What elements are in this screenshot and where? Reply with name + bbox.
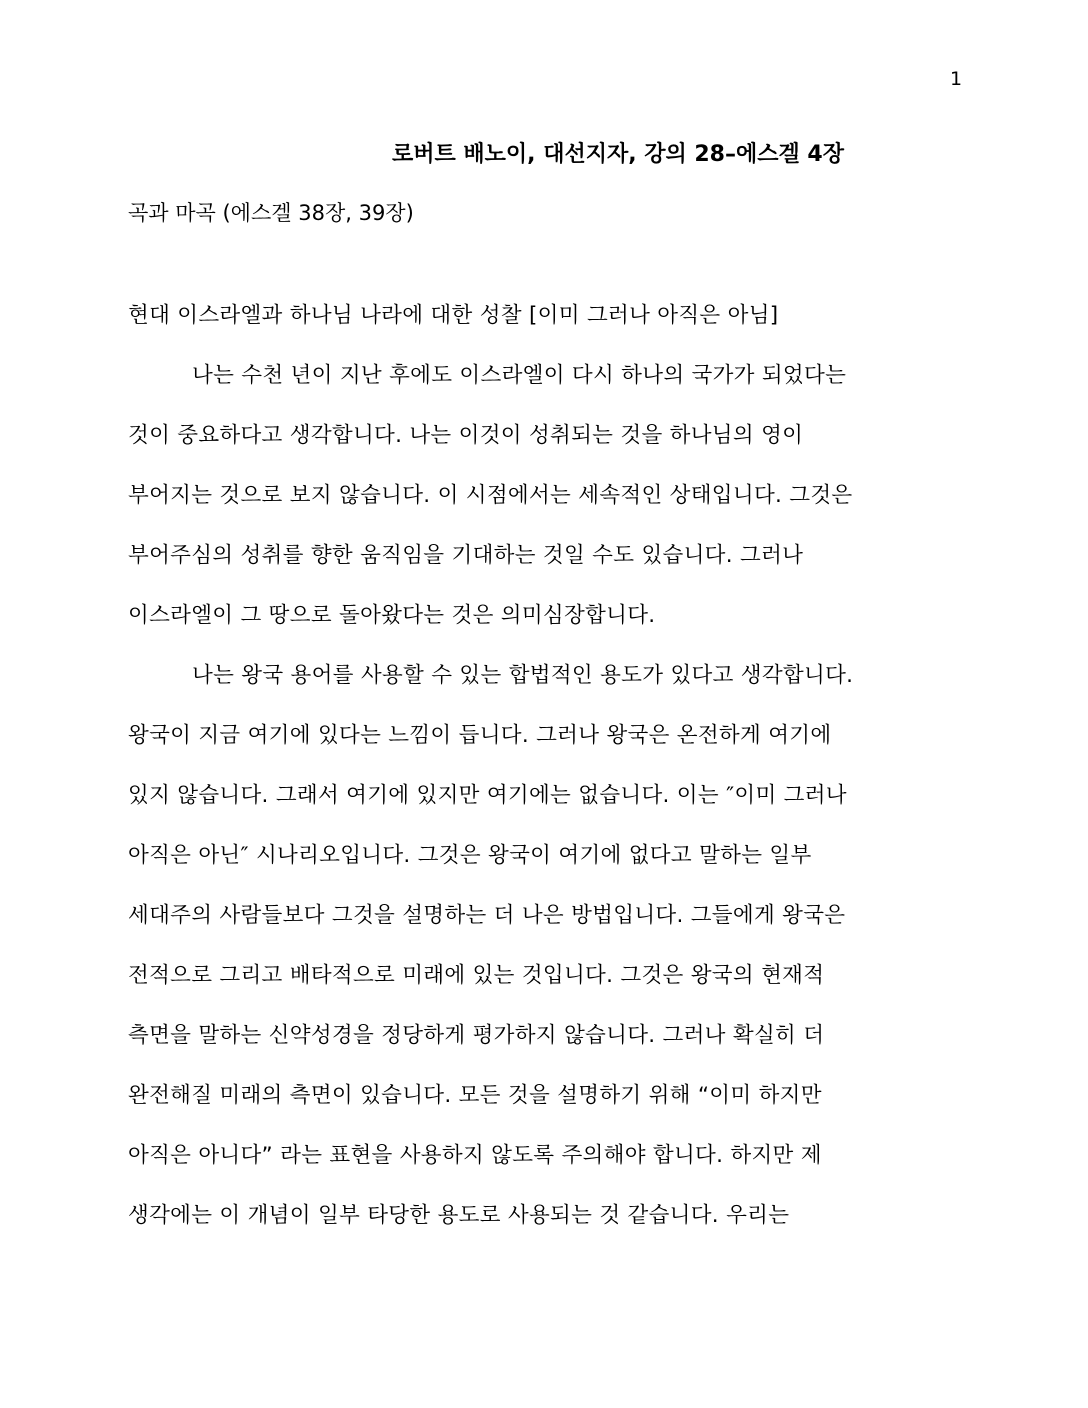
paragraph-2-line-4: 아직은 아닌″ 시나리오입니다. 그것은 왕국이 여기에 없다고 말하는 일부 bbox=[128, 843, 812, 868]
paragraph-1-line-4: 부어주심의 성취를 향한 움직임을 기대하는 것일 수도 있습니다. 그러나 bbox=[128, 543, 804, 568]
paragraph-2-line-9: 아직은 아니다” 라는 표현을 사용하지 않도록 주의해야 합니다. 하지만 제 bbox=[128, 1143, 822, 1168]
paragraph-1-line-1: 나는 수천 년이 지난 후에도 이스라엘이 다시 하나의 국가가 되었다는 bbox=[192, 363, 847, 388]
paragraph-1-line-5: 이스라엘이 그 땅으로 돌아왔다는 것은 의미심장합니다. bbox=[128, 603, 656, 628]
paragraph-2-line-2: 왕국이 지금 여기에 있다는 느낌이 듭니다. 그러나 왕국은 온전하게 여기에 bbox=[128, 723, 832, 748]
paragraph-2-line-6: 전적으로 그리고 배타적으로 미래에 있는 것입니다. 그것은 왕국의 현재적 bbox=[128, 963, 825, 988]
paragraph-2-line-10: 생각에는 이 개념이 일부 타당한 용도로 사용되는 것 같습니다. 우리는 bbox=[128, 1203, 790, 1228]
page-number: 1 bbox=[950, 68, 963, 90]
section-heading: 현대 이스라엘과 하나님 나라에 대한 성찰 [이미 그러나 아직은 아님] bbox=[128, 303, 779, 328]
paragraph-2-line-1: 나는 왕국 용어를 사용할 수 있는 합법적인 용도가 있다고 생각합니다. bbox=[192, 663, 854, 688]
paragraph-2-line-3: 있지 않습니다. 그래서 여기에 있지만 여기에는 없습니다. 이는 ″이미 그러나 bbox=[128, 783, 847, 808]
paragraph-1-line-2: 것이 중요하다고 생각합니다. 나는 이것이 성취되는 것을 하나님의 영이 bbox=[128, 423, 804, 448]
paragraph-1-line-3: 부어지는 것으로 보지 않습니다. 이 시점에서는 세속적인 상태입니다. 그것은 bbox=[128, 483, 853, 508]
paragraph-2-line-8: 완전해질 미래의 측면이 있습니다. 모든 것을 설명하기 위해 “이미 하지만 bbox=[128, 1083, 822, 1108]
paragraph-2-line-5: 세대주의 사람들보다 그것을 설명하는 더 나은 방법입니다. 그들에게 왕국은 bbox=[128, 903, 846, 928]
document-title: 로버트 배노이, 대선지자, 강의 28–에스겔 4장 bbox=[392, 142, 844, 167]
document-subtitle: 곡과 마곡 (에스겔 38장, 39장) bbox=[128, 201, 414, 225]
paragraph-2-line-7: 측면을 말하는 신약성경을 정당하게 평가하지 않습니다. 그러나 확실히 더 bbox=[128, 1023, 825, 1048]
